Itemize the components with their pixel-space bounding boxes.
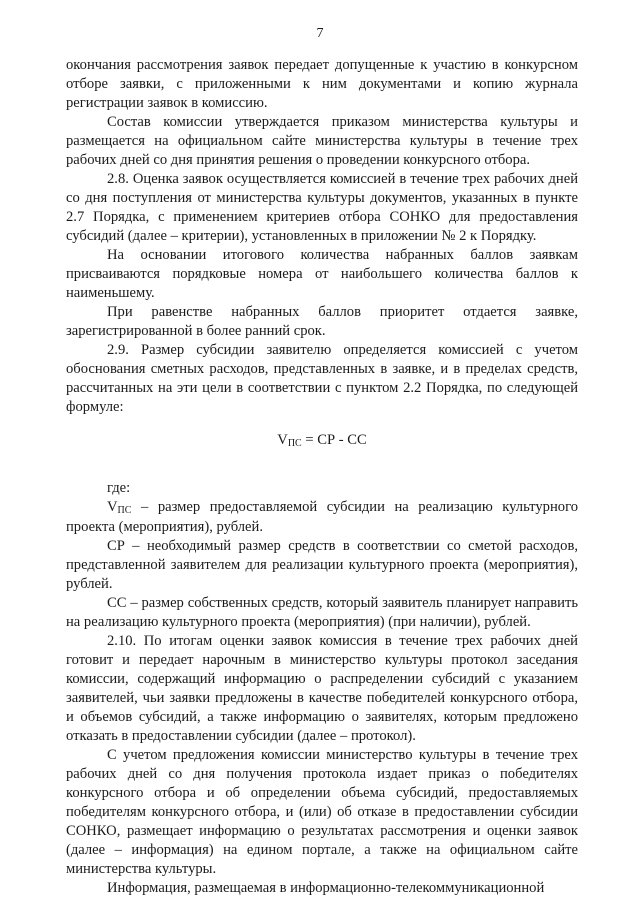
formula-lhs-sub: ПС — [287, 438, 302, 449]
paragraph-commission-composition: Состав комиссии утверждается приказом министерства культуры и размещается на официальном сайте министерства культуры в течение трех рабочих дней со дня принятия решения о проведении конкурсного отбора. — [66, 114, 578, 168]
formula-where: где: — [107, 480, 131, 496]
paragraph-ministry-order: С учетом предложения комиссии министерство культуры в течение трех рабочих дней со дня получения протокола издает приказ о победителях конкурсного отбора и об определении объема субсидий, предоставляемых победителям конкурсного отбора, и (или) об отказе в предоставлении субсидии СОНКО, размещает информацию о результатах рассмотрения и оценки заявок (далее – информация) на едином портале, а также на официальном сайте министерства культуры. — [66, 747, 578, 877]
definition-v-sub: ПС — [117, 505, 132, 516]
definition-cp: СР – необходимый размер средств в соответствии со сметой расходов, представленной заявителем для реализации культурного проекта (мероприятия), рублей. — [66, 538, 578, 592]
document-body — [66, 56, 578, 898]
formula-rhs: = СР - СС — [301, 432, 367, 448]
definition-v-base: V — [107, 499, 118, 515]
paragraph-equal-score: При равенстве набранных баллов приоритет отдается заявке, зарегистрированной в более ранний срок. — [66, 304, 578, 339]
page-number: 7 — [316, 26, 324, 41]
subsidy-formula — [66, 431, 578, 451]
paragraph-ranking: На основании итогового количества набранных баллов заявкам присваиваются порядковые номера от наибольшего количества баллов к наименьшему. — [66, 247, 578, 301]
paragraph-2-9: 2.9. Размер субсидии заявителю определяется комиссией с учетом обоснования сметных расходов, представленных в заявке, и в пределах средств, рассчитанных на эти цели в соответствии с пунктом 2.2 Порядка, по следующей формуле: — [66, 342, 578, 415]
paragraph-2-8: 2.8. Оценка заявок осуществляется комиссией в течение трех рабочих дней со дня поступления от министерства культуры документов, указанных в пункте 2.7 Порядка, с применением критериев отбора СОНКО для предоставления субсидий (далее – критерии), установленных в приложении № 2 к Порядку. — [66, 171, 578, 244]
definition-v-text: – размер предоставляемой субсидии на реализацию культурного проекта (мероприятия), рублей. — [66, 499, 578, 535]
paragraph-continuation: окончания рассмотрения заявок передает допущенные к участию в конкурсном отборе заявки, с приложенными к ним документами и копию журнала регистрации заявок в комиссию. — [66, 57, 578, 111]
paragraph-information: Информация, размещаемая в информационно-телекоммуникационной — [107, 880, 545, 896]
definition-v — [66, 498, 578, 537]
formula-lhs-base: V — [277, 432, 288, 448]
paragraph-2-10: 2.10. По итогам оценки заявок комиссия в течение трех рабочих дней готовит и передает нарочным в министерство культуры протокол заседания комиссии, содержащий информацию о распределении субсидий с указанием заявителей, чьи заявки предложены в качестве победителей конкурсного отбора, и объемов субсидий, а также информацию о заявителях, которым предложено отказать в предоставлении субсидии (далее – протокол). — [66, 633, 578, 744]
definition-cc: СС – размер собственных средств, который заявитель планирует направить на реализацию культурного проекта (мероприятия) (при наличии), рублей. — [66, 595, 578, 630]
